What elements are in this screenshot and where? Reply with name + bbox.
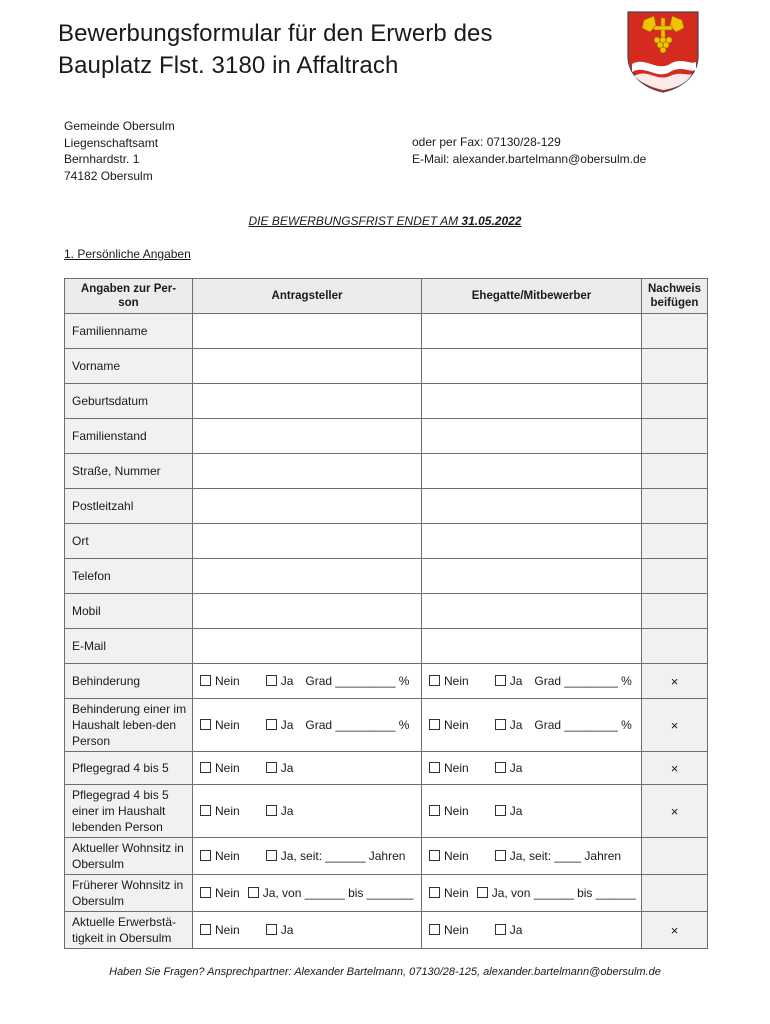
proof-cell bbox=[642, 524, 708, 559]
proof-cell bbox=[642, 454, 708, 489]
table-row bbox=[65, 349, 708, 384]
nein-label: Nein bbox=[215, 718, 240, 732]
nein-checkbox[interactable] bbox=[200, 719, 211, 730]
row-label: Mobil bbox=[65, 594, 193, 629]
grad-field[interactable]: Grad ________ % bbox=[534, 674, 632, 688]
email-line: E-Mail: alexander.bartelmann@obersulm.de bbox=[412, 151, 647, 166]
row-label: Aktueller Wohnsitz in Obersulm bbox=[65, 838, 193, 875]
proof-cell bbox=[642, 419, 708, 454]
nein-checkbox[interactable] bbox=[429, 762, 440, 773]
address-line: 74182 Obersulm bbox=[64, 168, 153, 183]
row-label: Familienname bbox=[65, 314, 193, 349]
ja-checkbox[interactable] bbox=[495, 675, 506, 686]
spouse-options bbox=[422, 785, 642, 838]
nein-checkbox[interactable] bbox=[200, 805, 211, 816]
table-row bbox=[65, 785, 708, 838]
spouse-field[interactable] bbox=[422, 629, 642, 664]
nein-label: Nein bbox=[215, 923, 240, 937]
nein-label: Nein bbox=[444, 849, 469, 863]
seit-field[interactable]: Ja, seit: ______ Jahren bbox=[280, 849, 406, 863]
row-label: Ort bbox=[65, 524, 193, 559]
nein-label: Nein bbox=[215, 761, 240, 775]
applicant-field[interactable] bbox=[193, 384, 422, 419]
spouse-options bbox=[422, 912, 642, 949]
applicant-field[interactable] bbox=[193, 524, 422, 559]
footer-contact: Haben Sie Fragen? Ansprechpartner: Alexander Bartelmann, 07130/28-125, alexander.bartelmann@obersulm.de bbox=[109, 966, 661, 978]
contact-block bbox=[412, 134, 646, 167]
ja-checkbox[interactable] bbox=[266, 719, 277, 730]
proof-cell bbox=[642, 752, 708, 785]
applicant-field[interactable] bbox=[193, 559, 422, 594]
nein-label: Nein bbox=[444, 923, 469, 937]
header-person: Angaben zur Per-son bbox=[65, 279, 193, 314]
proof-required-mark: × bbox=[670, 803, 679, 819]
nein-checkbox[interactable] bbox=[200, 924, 211, 935]
nein-label: Nein bbox=[444, 886, 469, 900]
row-label: Aktuelle Erwerbstä-tigkeit in Obersulm bbox=[65, 912, 193, 949]
section-title: 1. Persönliche Angaben bbox=[64, 247, 191, 261]
address-block bbox=[64, 118, 175, 184]
proof-required-mark: × bbox=[670, 673, 679, 689]
nein-checkbox[interactable] bbox=[200, 675, 211, 686]
spouse-field[interactable] bbox=[422, 594, 642, 629]
ja-label: Ja bbox=[509, 923, 523, 937]
proof-required-mark: × bbox=[670, 922, 679, 938]
spouse-field[interactable] bbox=[422, 384, 642, 419]
applicant-options bbox=[193, 785, 422, 838]
applicant-options bbox=[193, 752, 422, 785]
ja-label: Ja bbox=[280, 674, 294, 688]
spouse-options bbox=[422, 875, 642, 912]
ja-checkbox[interactable] bbox=[495, 762, 506, 773]
row-label: Früherer Wohnsitz in Obersulm bbox=[65, 875, 193, 912]
ja-checkbox[interactable] bbox=[266, 762, 277, 773]
proof-cell bbox=[642, 699, 708, 752]
table-row bbox=[65, 838, 708, 875]
ja-checkbox[interactable] bbox=[495, 719, 506, 730]
row-label: Telefon bbox=[65, 559, 193, 594]
table-row bbox=[65, 314, 708, 349]
spouse-options bbox=[422, 752, 642, 785]
row-label: Behinderung bbox=[65, 664, 193, 699]
nein-label: Nein bbox=[215, 849, 240, 863]
row-label: Behinderung einer im Haushalt leben-den Person bbox=[65, 699, 193, 752]
spouse-field[interactable] bbox=[422, 489, 642, 524]
ja-von-checkbox[interactable] bbox=[248, 887, 259, 898]
spouse-options bbox=[422, 664, 642, 699]
applicant-options bbox=[193, 664, 422, 699]
nein-checkbox[interactable] bbox=[429, 924, 440, 935]
spouse-field[interactable] bbox=[422, 559, 642, 594]
nein-label: Nein bbox=[215, 886, 240, 900]
grad-field[interactable]: Grad _________ % bbox=[305, 674, 410, 688]
proof-cell bbox=[642, 629, 708, 664]
fax-line: oder per Fax: 07130/28-129 bbox=[412, 135, 561, 149]
proof-cell bbox=[642, 489, 708, 524]
ja-checkbox[interactable] bbox=[495, 805, 506, 816]
address-line: Bernhardstr. 1 bbox=[64, 152, 140, 166]
ja-seit-checkbox[interactable] bbox=[266, 850, 277, 861]
von-field[interactable]: Ja, von ______ bis _______ bbox=[262, 886, 414, 900]
nein-label: Nein bbox=[444, 804, 469, 818]
grad-field[interactable]: Grad _________ % bbox=[305, 718, 410, 732]
ja-label: Ja bbox=[280, 718, 294, 732]
proof-cell bbox=[642, 838, 708, 875]
applicant-field[interactable] bbox=[193, 594, 422, 629]
row-label: Vorname bbox=[65, 349, 193, 384]
nein-checkbox[interactable] bbox=[429, 805, 440, 816]
row-label: E-Mail bbox=[65, 629, 193, 664]
seit-field[interactable]: Ja, seit: ____ Jahren bbox=[509, 849, 622, 863]
spouse-field[interactable] bbox=[422, 419, 642, 454]
applicant-field[interactable] bbox=[193, 314, 422, 349]
address-line: Gemeinde Obersulm bbox=[64, 119, 175, 133]
nein-label: Nein bbox=[215, 804, 240, 818]
spouse-options bbox=[422, 699, 642, 752]
von-field[interactable]: Ja, von ______ bis ______ bbox=[491, 886, 636, 900]
ja-label: Ja bbox=[509, 674, 523, 688]
document-title bbox=[58, 18, 493, 82]
ja-label: Ja bbox=[280, 923, 294, 937]
table-row bbox=[65, 752, 708, 785]
proof-required-mark: × bbox=[670, 717, 679, 733]
table-row bbox=[65, 664, 708, 699]
table-row bbox=[65, 384, 708, 419]
header-spouse: Ehegatte/Mitbewerber bbox=[422, 279, 642, 314]
nein-label: Nein bbox=[444, 674, 469, 688]
applicant-field[interactable] bbox=[193, 419, 422, 454]
proof-cell bbox=[642, 384, 708, 419]
applicant-options bbox=[193, 699, 422, 752]
title-line-1: Bewerbungsformular für den Erwerb des bbox=[58, 20, 493, 47]
nein-checkbox[interactable] bbox=[200, 762, 211, 773]
table-row bbox=[65, 912, 708, 949]
row-label: Straße, Nummer bbox=[65, 454, 193, 489]
applicant-options bbox=[193, 875, 422, 912]
applicant-options bbox=[193, 912, 422, 949]
proof-required-mark: × bbox=[670, 760, 679, 776]
proof-cell bbox=[642, 349, 708, 384]
row-label: Familienstand bbox=[65, 419, 193, 454]
nein-label: Nein bbox=[444, 718, 469, 732]
applicant-field[interactable] bbox=[193, 349, 422, 384]
proof-cell bbox=[642, 314, 708, 349]
nein-checkbox[interactable] bbox=[200, 850, 211, 861]
proof-cell bbox=[642, 875, 708, 912]
address-line: Liegenschaftsamt bbox=[64, 135, 159, 150]
table-row bbox=[65, 419, 708, 454]
grad-field[interactable]: Grad ________ % bbox=[534, 718, 632, 732]
deadline-date: 31.05.2022 bbox=[461, 214, 522, 228]
deadline-text: DIE BEWERBUNGSFRIST ENDET AM bbox=[248, 214, 462, 228]
title-line-2: Bauplatz Flst. 3180 in Affaltrach bbox=[58, 52, 399, 79]
table-row bbox=[65, 875, 708, 912]
ja-label: Ja bbox=[280, 804, 294, 818]
ja-checkbox[interactable] bbox=[266, 924, 277, 935]
nein-label: Nein bbox=[215, 674, 240, 688]
nein-checkbox[interactable] bbox=[200, 887, 211, 898]
applicant-field[interactable] bbox=[193, 454, 422, 489]
nein-checkbox[interactable] bbox=[429, 719, 440, 730]
nein-checkbox[interactable] bbox=[429, 675, 440, 686]
nein-checkbox[interactable] bbox=[429, 887, 440, 898]
applicant-field[interactable] bbox=[193, 629, 422, 664]
spouse-field[interactable] bbox=[422, 314, 642, 349]
table-body bbox=[65, 314, 708, 949]
ja-von-checkbox[interactable] bbox=[477, 887, 488, 898]
ja-checkbox[interactable] bbox=[266, 675, 277, 686]
table-row bbox=[65, 629, 708, 664]
header-proof: Nachweis beifügen bbox=[642, 279, 708, 314]
proof-cell bbox=[642, 785, 708, 838]
applicant-field[interactable] bbox=[193, 489, 422, 524]
table-row bbox=[65, 524, 708, 559]
table-row bbox=[65, 699, 708, 752]
applicant-options bbox=[193, 838, 422, 875]
deadline-notice bbox=[0, 214, 770, 228]
row-label: Pflegegrad 4 bis 5 bbox=[65, 752, 193, 785]
table-row bbox=[65, 594, 708, 629]
nein-label: Nein bbox=[444, 761, 469, 775]
table-row bbox=[65, 559, 708, 594]
personal-data-table bbox=[64, 278, 708, 949]
row-label: Pflegegrad 4 bis 5 einer im Haushalt lebenden Person bbox=[65, 785, 193, 838]
proof-cell bbox=[642, 559, 708, 594]
spouse-field[interactable] bbox=[422, 349, 642, 384]
spouse-field[interactable] bbox=[422, 454, 642, 489]
ja-checkbox[interactable] bbox=[266, 805, 277, 816]
spouse-field[interactable] bbox=[422, 524, 642, 559]
spouse-options bbox=[422, 838, 642, 875]
row-label: Geburtsdatum bbox=[65, 384, 193, 419]
proof-cell bbox=[642, 912, 708, 949]
row-label: Postleitzahl bbox=[65, 489, 193, 524]
header-applicant: Antragsteller bbox=[193, 279, 422, 314]
table-row bbox=[65, 454, 708, 489]
proof-cell bbox=[642, 664, 708, 699]
ja-label: Ja bbox=[280, 761, 294, 775]
ja-checkbox[interactable] bbox=[495, 924, 506, 935]
ja-label: Ja bbox=[509, 804, 523, 818]
proof-cell bbox=[642, 594, 708, 629]
gemeinde-wappen-icon bbox=[626, 10, 700, 94]
ja-label: Ja bbox=[509, 718, 523, 732]
ja-label: Ja bbox=[509, 761, 523, 775]
table-row bbox=[65, 489, 708, 524]
ja-seit-checkbox[interactable] bbox=[495, 850, 506, 861]
table-header-row bbox=[65, 279, 708, 314]
nein-checkbox[interactable] bbox=[429, 850, 440, 861]
